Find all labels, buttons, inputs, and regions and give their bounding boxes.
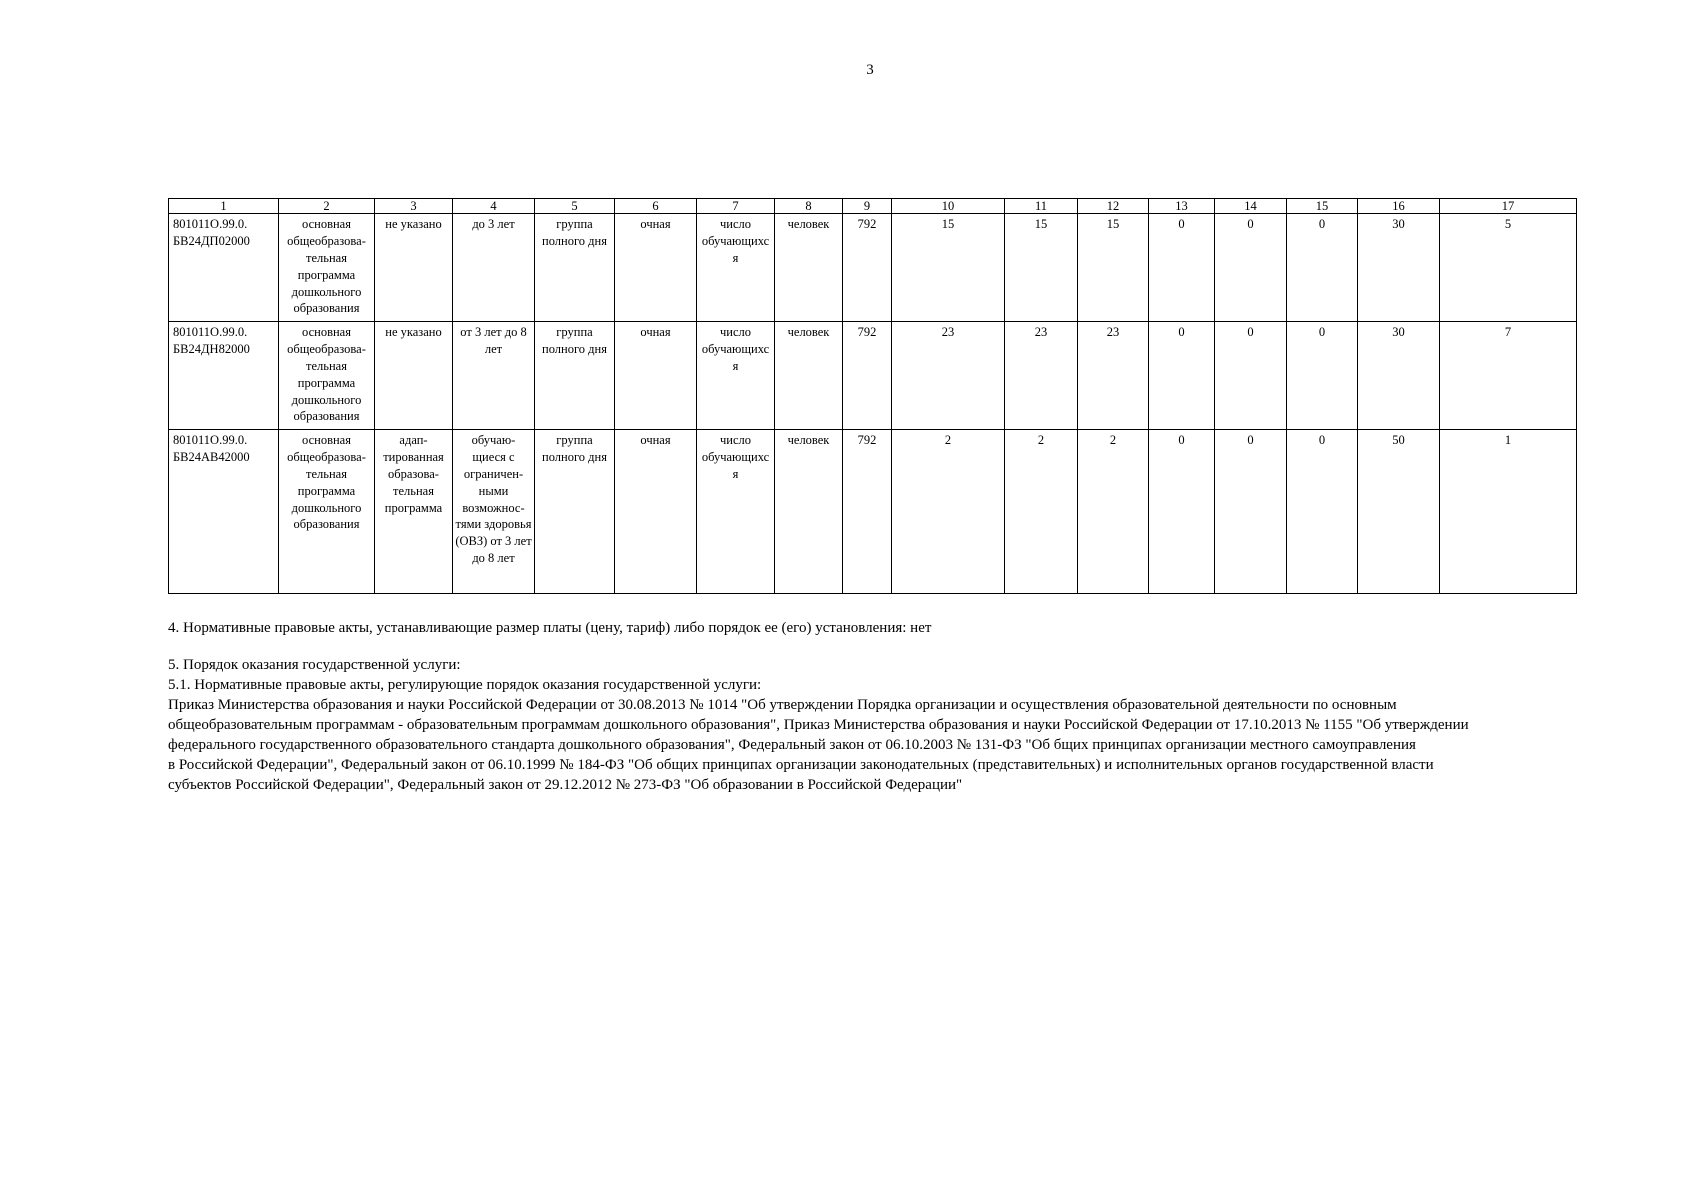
section-5-heading: 5. Порядок оказания государственной услуги: <box>168 657 461 673</box>
program-cell: основная общеобразова-тельная программа дошкольного образования <box>279 214 375 322</box>
section-5 <box>168 655 1588 795</box>
section-4-text: 4. Нормативные правовые акты, устанавливающие размер платы (цену, тариф) либо порядок ее (его) установления: нет <box>168 620 932 636</box>
age-cell: до 3 лет <box>453 214 535 322</box>
value-cell: 30 <box>1358 214 1440 322</box>
okei-cell: 792 <box>843 322 892 430</box>
indicators-table <box>168 198 1577 594</box>
column-number: 2 <box>279 199 375 214</box>
value-cell: 5 <box>1440 214 1577 322</box>
page-number: 3 <box>866 62 874 78</box>
column-number: 13 <box>1149 199 1215 214</box>
program-cell: основная общеобразова-тельная программа дошкольного образования <box>279 322 375 430</box>
column-number: 15 <box>1287 199 1358 214</box>
section-5-1-text-line: Приказ Министерства образования и науки Российской Федерации от 30.08.2013 № 1014 "Об утверждении Порядка организации и осуществления образовательной деятельности по основным <box>168 697 1397 713</box>
indicator-cell: число обучающихся <box>697 322 775 430</box>
section-5-1-text-line: общеобразовательным программам - образовательным программам дошкольного образования", Приказ Министерства образования и науки Российской Федерации от 17.10.2013 № 1155 "Об утверждении <box>168 717 1469 733</box>
unit-cell: человек <box>775 430 843 594</box>
column-number: 1 <box>169 199 279 214</box>
value-cell: 7 <box>1440 322 1577 430</box>
value-cell: 2 <box>892 430 1005 594</box>
table-row <box>169 430 1577 594</box>
value-cell: 15 <box>1078 214 1149 322</box>
column-number: 8 <box>775 199 843 214</box>
column-number: 3 <box>375 199 453 214</box>
value-cell: 0 <box>1149 430 1215 594</box>
value-cell: 0 <box>1287 430 1358 594</box>
value-cell: 15 <box>1005 214 1078 322</box>
value-cell: 0 <box>1215 322 1287 430</box>
form-cell: очная <box>615 322 697 430</box>
value-cell: 1 <box>1440 430 1577 594</box>
value-cell: 0 <box>1149 322 1215 430</box>
value-cell: 23 <box>892 322 1005 430</box>
okei-cell: 792 <box>843 430 892 594</box>
column-number: 12 <box>1078 199 1149 214</box>
indicator-cell: число обучающихся <box>697 214 775 322</box>
section-5-1-text-line: в Российской Федерации", Федеральный закон от 06.10.1999 № 184-ФЗ "Об общих принципах организации законодательных (представительных) и исполнительных органов государственной власти <box>168 757 1434 773</box>
group-cell: группа полного дня <box>535 430 615 594</box>
table-row <box>169 322 1577 430</box>
column-number: 5 <box>535 199 615 214</box>
column-number: 7 <box>697 199 775 214</box>
section-5-1-heading: 5.1. Нормативные правовые акты, регулирующие порядок оказания государственной услуги: <box>168 677 762 693</box>
form-cell: очная <box>615 214 697 322</box>
program-kind-cell: не указано <box>375 322 453 430</box>
registry-code: 801011О.99.0. БВ24АВ42000 <box>169 430 279 594</box>
value-cell: 2 <box>1005 430 1078 594</box>
section-5-1-text-line: федерального государственного образовательного стандарта дошкольного образования", Федеральный закон от 06.10.2003 № 131-ФЗ "Об бщих принципах организации местного самоуправления <box>168 737 1416 753</box>
value-cell: 0 <box>1287 322 1358 430</box>
value-cell: 0 <box>1215 214 1287 322</box>
group-cell: группа полного дня <box>535 322 615 430</box>
value-cell: 2 <box>1078 430 1149 594</box>
column-number: 10 <box>892 199 1005 214</box>
age-cell: обучаю-щиеся с ограничен-ными возможнос-тями здоровья (ОВЗ) от 3 лет до 8 лет <box>453 430 535 594</box>
section-5-1-text-line: субъектов Российской Федерации", Федеральный закон от 29.12.2012 № 273-ФЗ "Об образовании в Российской Федерации" <box>168 777 963 793</box>
form-cell: очная <box>615 430 697 594</box>
value-cell: 30 <box>1358 322 1440 430</box>
unit-cell: человек <box>775 214 843 322</box>
value-cell: 23 <box>1005 322 1078 430</box>
value-cell: 15 <box>892 214 1005 322</box>
column-numbers-row <box>169 199 1577 214</box>
column-number: 4 <box>453 199 535 214</box>
value-cell: 0 <box>1287 214 1358 322</box>
table-row <box>169 214 1577 322</box>
column-number: 6 <box>615 199 697 214</box>
value-cell: 23 <box>1078 322 1149 430</box>
value-cell: 0 <box>1149 214 1215 322</box>
column-number: 14 <box>1215 199 1287 214</box>
group-cell: группа полного дня <box>535 214 615 322</box>
program-kind-cell: адап-тированная образова-тельная программа <box>375 430 453 594</box>
value-cell: 0 <box>1215 430 1287 594</box>
indicator-cell: число обучающихся <box>697 430 775 594</box>
column-number: 17 <box>1440 199 1577 214</box>
unit-cell: человек <box>775 322 843 430</box>
okei-cell: 792 <box>843 214 892 322</box>
column-number: 11 <box>1005 199 1078 214</box>
column-number: 16 <box>1358 199 1440 214</box>
age-cell: от 3 лет до 8 лет <box>453 322 535 430</box>
registry-code: 801011О.99.0. БВ24ДП02000 <box>169 214 279 322</box>
registry-code: 801011О.99.0. БВ24ДН82000 <box>169 322 279 430</box>
program-cell: основная общеобразова-тельная программа дошкольного образования <box>279 430 375 594</box>
value-cell: 50 <box>1358 430 1440 594</box>
program-kind-cell: не указано <box>375 214 453 322</box>
column-number: 9 <box>843 199 892 214</box>
